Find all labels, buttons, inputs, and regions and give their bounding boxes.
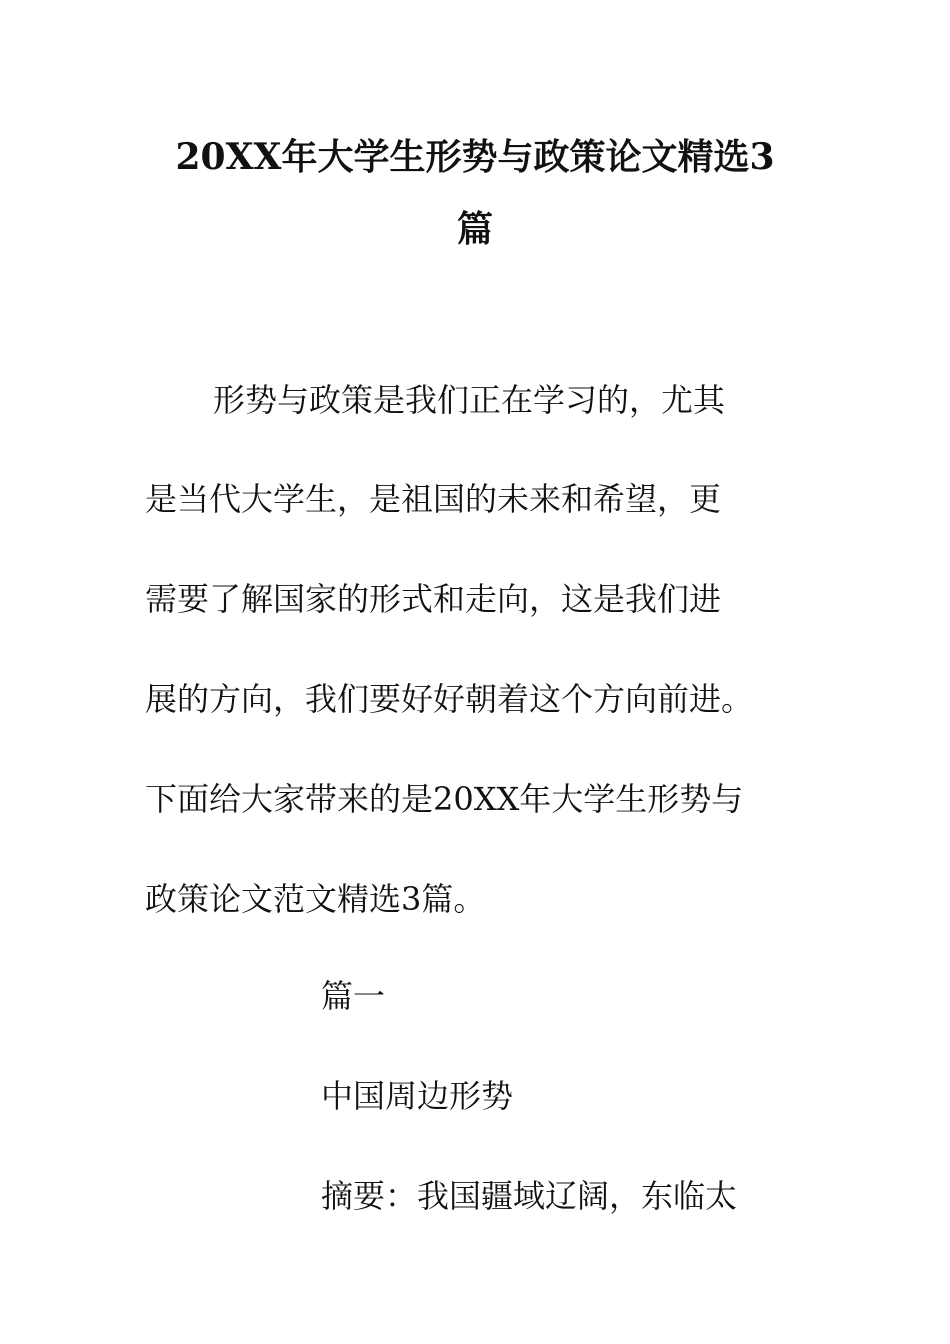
section-heading: 篇一 [321, 977, 386, 1015]
intro-paragraph-line: 展的方向，我们要好好朝着这个方向前进。 [145, 680, 754, 718]
document-title-line-1: 20XX年大学生形势与政策论文精选3 [175, 136, 775, 178]
intro-paragraph-line: 政策论文范文精选3篇。 [145, 880, 486, 918]
document-title-line-2: 篇 [456, 208, 493, 250]
article-title: 中国周边形势 [321, 1077, 514, 1115]
intro-paragraph-line: 是当代大学生，是祖国的未来和希望，更 [145, 480, 722, 518]
intro-paragraph-line: 形势与政策是我们正在学习的，尤其 [213, 381, 726, 419]
intro-paragraph-line: 下面给大家带来的是20XX年大学生形势与 [145, 780, 744, 818]
intro-paragraph-line: 需要了解国家的形式和走向，这是我们进 [145, 580, 722, 618]
abstract-line: 摘要：我国疆域辽阔，东临太 [321, 1177, 738, 1215]
